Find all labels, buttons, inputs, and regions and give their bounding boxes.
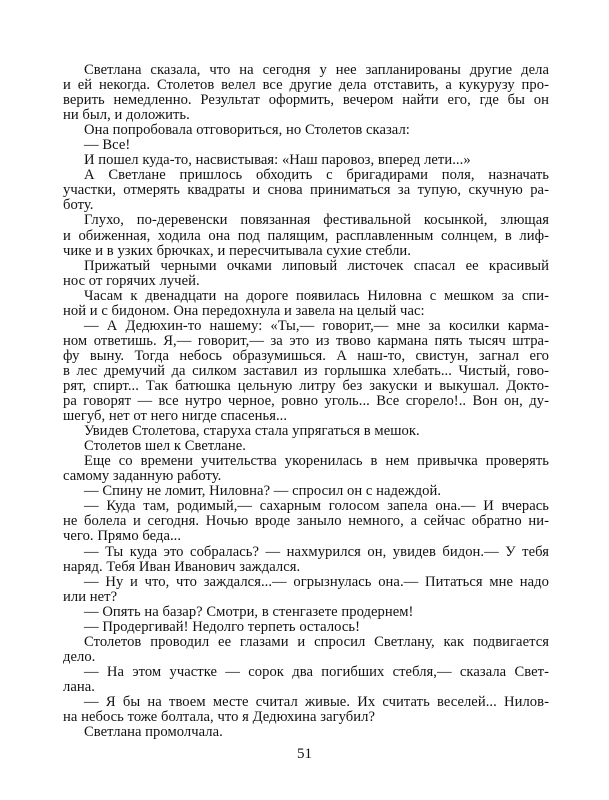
text-line: ной и с бидоном. Она передохнула и завела на целый час: — [63, 302, 425, 319]
paragraph-first-line: — Продергивай! Недолго терпеть осталось! — [84, 618, 361, 635]
text-line: нос от горячих лучей. — [63, 272, 200, 289]
text-line: и обиженная, ходила она под палящим, расплавленным солнцем, в лиф- — [63, 227, 549, 244]
page-body — [63, 63, 549, 740]
paragraph-first-line: А Светлане пришлось обходить с бригадирами поля, назначать — [84, 167, 549, 184]
text-line: чего. Прямо беда... — [63, 528, 182, 545]
text-line: в лес дремучий да силком заставил из горлышка хлебать... Чистый, гово- — [63, 362, 549, 379]
text-line: на небось тоже болтала, что я Дедюхина загубил? — [63, 709, 375, 726]
text-line: фу выну. Тогда небось образумишься. А наш-то, свистун, загнал его — [63, 347, 549, 364]
paragraph-first-line: — Ты куда это собралась? — нахмурился он, увидев бидон.— У тебя — [84, 543, 549, 560]
paragraph-first-line: Светлана сказала, что на сегодня у нее запланированы другие дела — [84, 62, 549, 78]
paragraph-first-line: Столетов проводил ее глазами и спросил Светлану, как подвигается — [84, 633, 549, 650]
paragraph-first-line: — Куда там, родимый,— сахарным голосом запела она.— И вчерась — [84, 498, 549, 515]
paragraph-first-line: — Опять на базар? Смотри, в стенгазете продернем! — [84, 603, 414, 620]
paragraph-first-line: Глухо, по-деревенски повязанная фестивальной косынкой, злющая — [84, 212, 549, 229]
text-line: не болела и сегодня. Ночью вроде заныло немного, а сейчас обратно ни- — [63, 513, 549, 530]
paragraph-first-line: — А Дедюхин-то нашему: «Ты,— говорит,— мне за косилки карма- — [84, 317, 549, 334]
paragraph-first-line: И пошел куда-то, насвистывая: «Наш паровоз, вперед лети...» — [84, 152, 471, 169]
text-line: ном ответишь. Я,— говорит,— за это из твово кармана пять тысяч штра- — [63, 332, 549, 349]
paragraph-first-line: — Я бы на твоем месте считал живые. Их считать веселей... Нилов- — [84, 693, 549, 710]
text-line: ра говорят — все нутро черное, ровно уголь... Все сгорело!.. Вон он, ду- — [63, 393, 549, 410]
text-line: или нет? — [63, 588, 118, 605]
text-line: лана. — [63, 678, 95, 695]
text-line: верить немедленно. Результат оформить, вечером найти его, где бы он — [63, 92, 549, 109]
paragraph-first-line: — Ну и что, что заждался...— огрызнулась она.— Питаться мне надо — [84, 573, 549, 590]
paragraph-first-line: Столетов шел к Светлане. — [84, 438, 246, 455]
text-line: шегуб, нет от него нигде спасенья... — [63, 408, 288, 425]
text-line: участки, отмерять квадраты и снова приниматься за тупую, скучную ра- — [63, 182, 549, 199]
text-line: ни был, и доложить. — [63, 107, 190, 124]
paragraph-first-line: Светлана промолчала. — [84, 724, 223, 741]
text-line: рят, спирт... Так батюшка цельную литру без закуски и выкушал. Докто- — [63, 377, 549, 394]
text-line: боту. — [63, 197, 94, 214]
text-line: и ей некогда. Столетов велел все другие дела отставить, а кукурузу про- — [63, 77, 549, 94]
text-line: наряд. Тебя Иван Иванович заждался. — [63, 558, 301, 575]
text-line: дело. — [63, 648, 96, 665]
page-number: 51 — [297, 746, 312, 762]
paragraph-first-line: Прижатый черными очками липовый листочек спасал ее красивый — [84, 257, 549, 274]
paragraph-first-line: — На этом участке — сорок два погибших стебля,— сказала Свет- — [84, 663, 549, 680]
paragraph-first-line: Еще со времени учительства укоренилась в нем привычка проверять — [84, 453, 549, 470]
paragraph-first-line: — Спину не ломит, Ниловна? — спросил он с надеждой. — [84, 483, 442, 500]
text-line: самому заданную работу. — [63, 468, 222, 485]
paragraph-first-line: Она попробовала отговориться, но Столетов сказал: — [84, 122, 410, 139]
paragraph-first-line: Увидев Столетова, старуха стала упрягаться в мешок. — [84, 423, 420, 440]
paragraph-first-line: Часам к двенадцати на дороге появилась Ниловна с мешком за спи- — [84, 287, 549, 304]
text-line: чике и в узких брючках, и пересчитывала сухие стебли. — [63, 242, 411, 259]
paragraph-first-line: — Все! — [84, 137, 131, 154]
